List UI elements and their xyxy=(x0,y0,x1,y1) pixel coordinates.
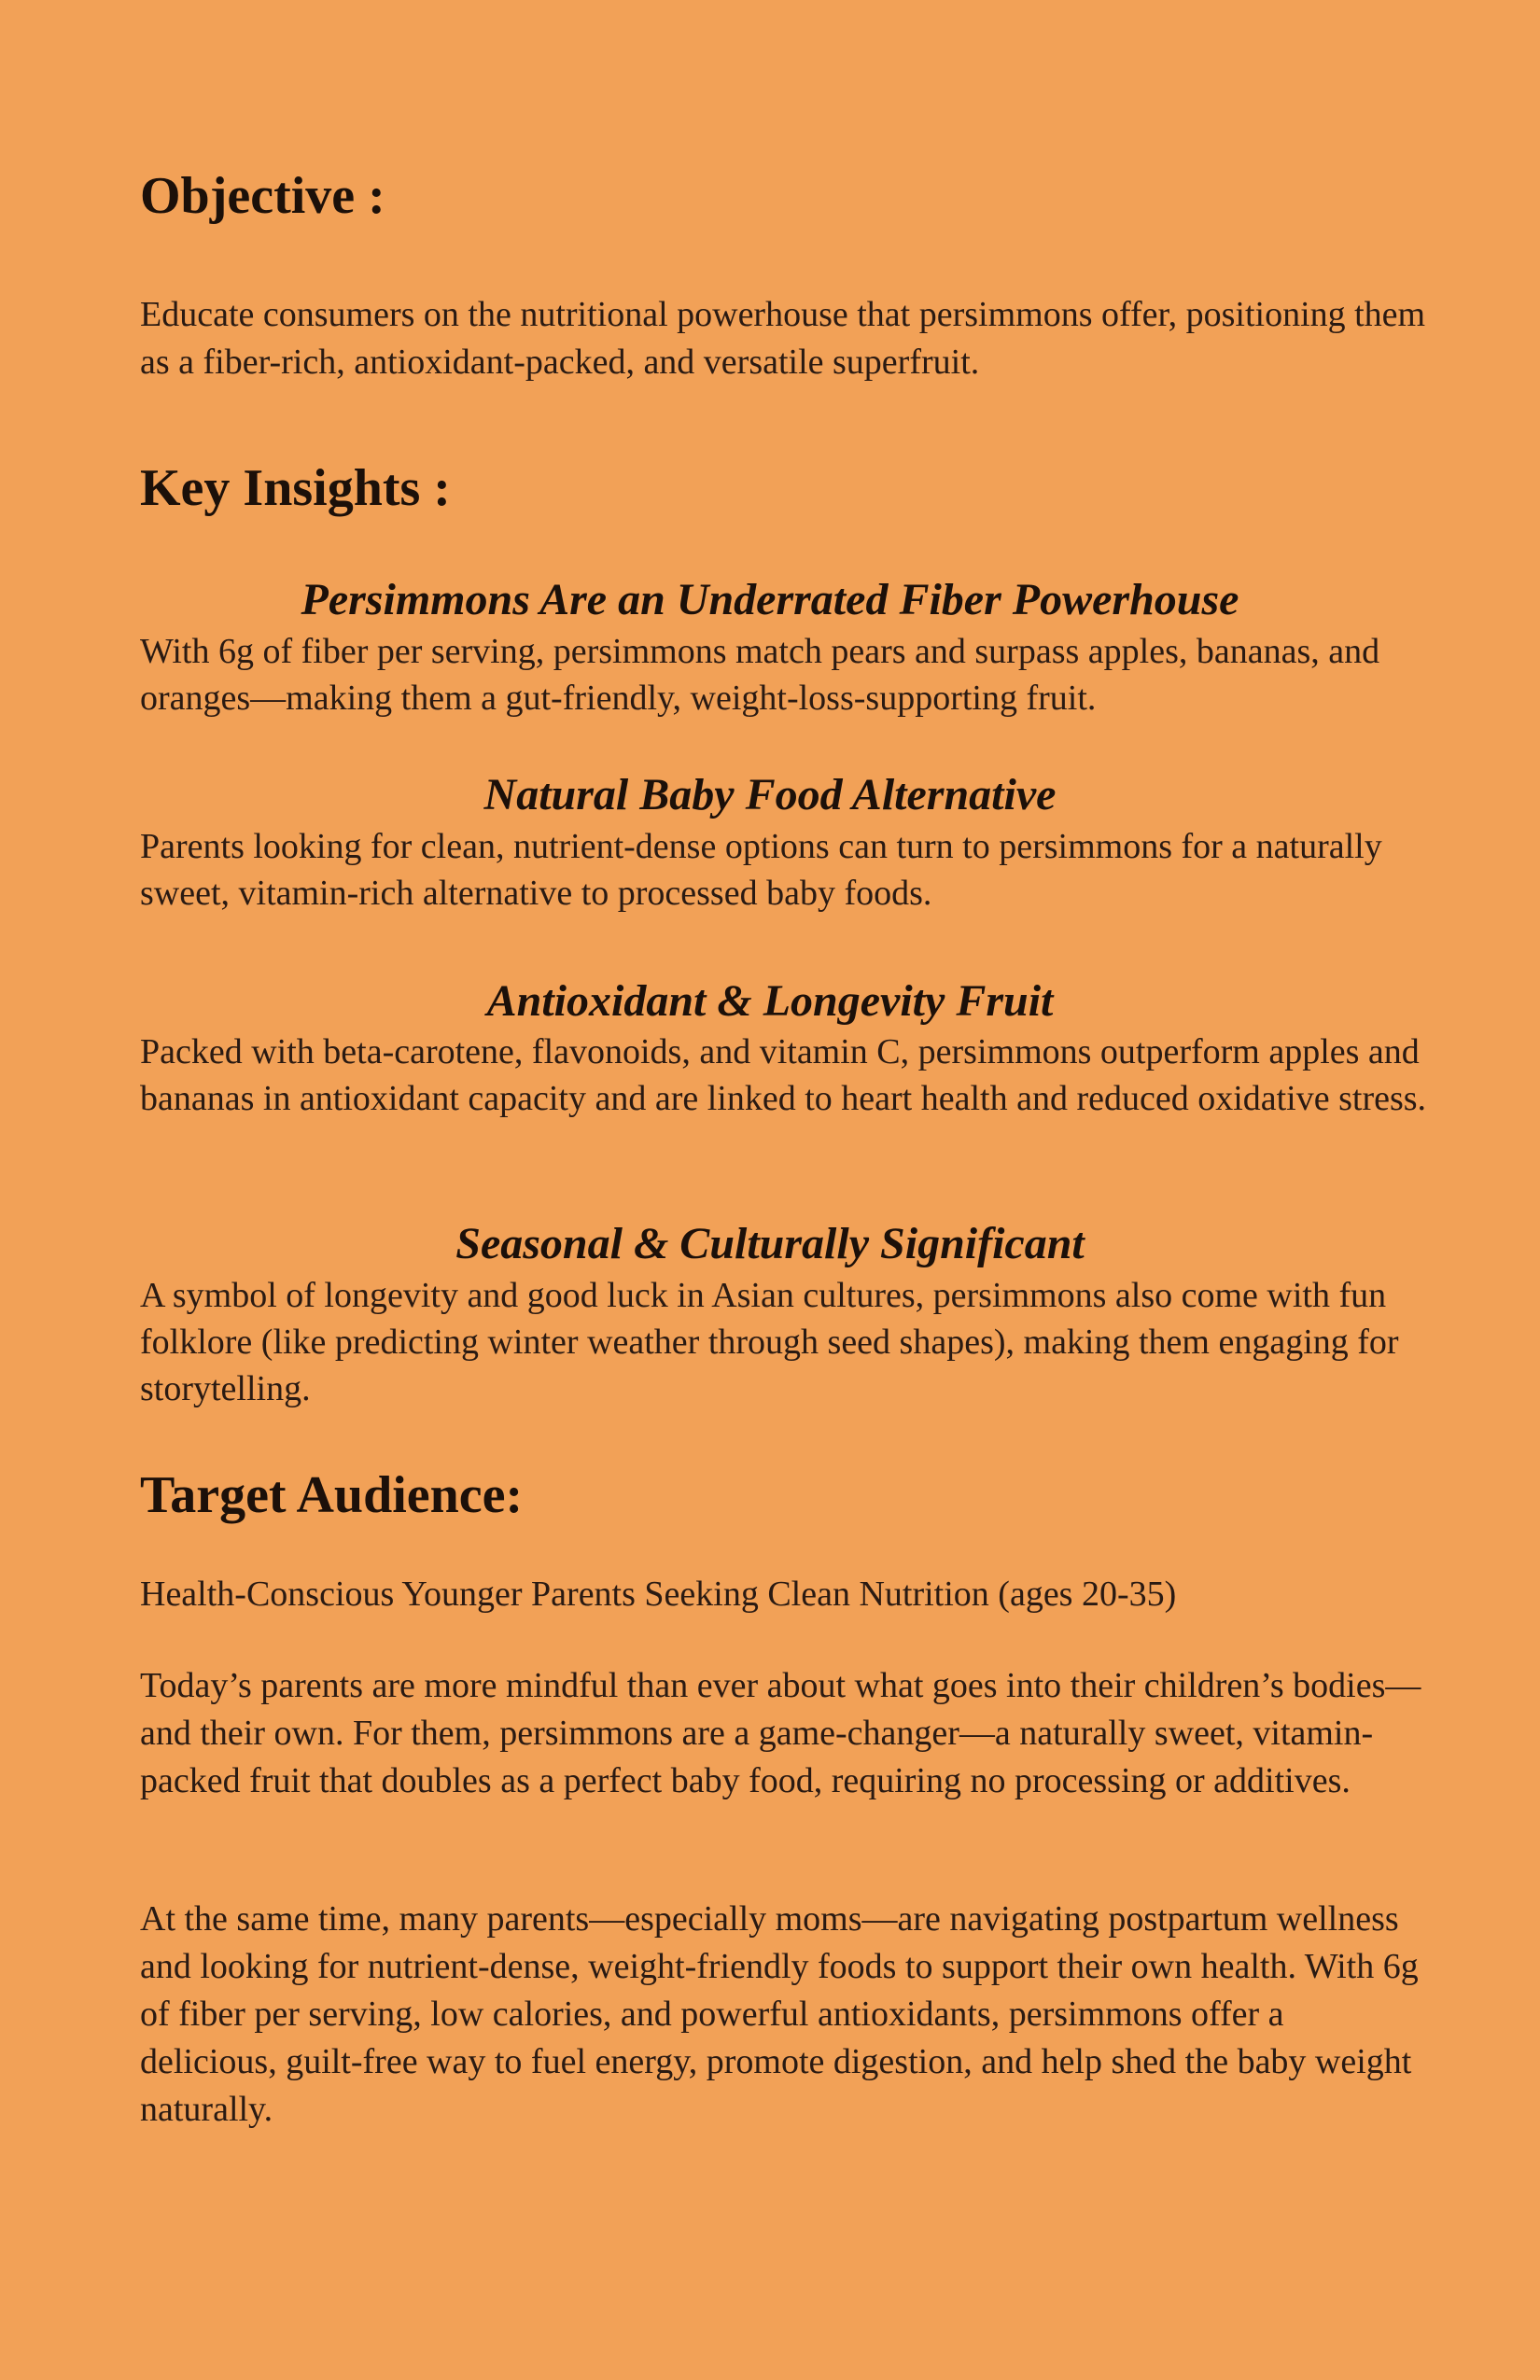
insight-title-cultural: Seasonal & Culturally Significant xyxy=(455,1219,1085,1268)
target-audience-paragraph-2: At the same time, many parents—especially moms—are navigating postpartum wellness and looking for nutrient-dense, weight-friendly foods to support their own health. With 6g of fiber per serving, low calories, and powerful antioxidants, persimmons offer a delicious, guilt-free way to fuel energy, promote digestion, and help shed the baby weight naturally. xyxy=(140,1899,1419,2129)
objective-text: Educate consumers on the nutritional powerhouse that persimmons offer, positioning them as a fiber-rich, antioxidant-packed, and versatile superfruit. xyxy=(140,295,1426,382)
key-insights-heading: Key Insights : xyxy=(140,459,451,517)
insight-text-cultural: A symbol of longevity and good luck in Asian cultures, persimmons also come with fun folklore (like predicting winter weather through seed shapes), making them engaging for storytelling. xyxy=(140,1276,1399,1408)
insight-title-fiber: Persimmons Are an Underrated Fiber Powerhouse xyxy=(301,575,1239,624)
insight-title-antioxidant: Antioxidant & Longevity Fruit xyxy=(486,976,1054,1026)
target-audience-heading: Target Audience: xyxy=(140,1466,524,1524)
insight-title-baby-food: Natural Baby Food Alternative xyxy=(483,770,1057,819)
target-audience-paragraph-1: Today’s parents are more mindful than ever about what goes into their children’s bodies—and their own. For them, persimmons are a game-changer—a naturally sweet, vitamin-packed fruit that doubles as a perfect baby food, requiring no processing or additives. xyxy=(140,1666,1421,1800)
insight-text-antioxidant: Packed with beta-carotene, flavonoids, and vitamin C, persimmons outperform apples and bananas in antioxidant capacity and are linked to heart health and reduced oxidative stress. xyxy=(140,1032,1427,1118)
insight-text-fiber: With 6g of fiber per serving, persimmons match pears and surpass apples, bananas, and oranges—making them a gut-friendly, weight-loss-supporting fruit. xyxy=(140,632,1380,718)
insight-text-baby-food: Parents looking for clean, nutrient-dense options can turn to persimmons for a naturally sweet, vitamin-rich alternative to processed baby foods. xyxy=(140,827,1382,913)
objective-heading: Objective : xyxy=(140,167,385,225)
target-audience-subtitle: Health-Conscious Younger Parents Seeking Clean Nutrition (ages 20-35) xyxy=(140,1575,1177,1614)
